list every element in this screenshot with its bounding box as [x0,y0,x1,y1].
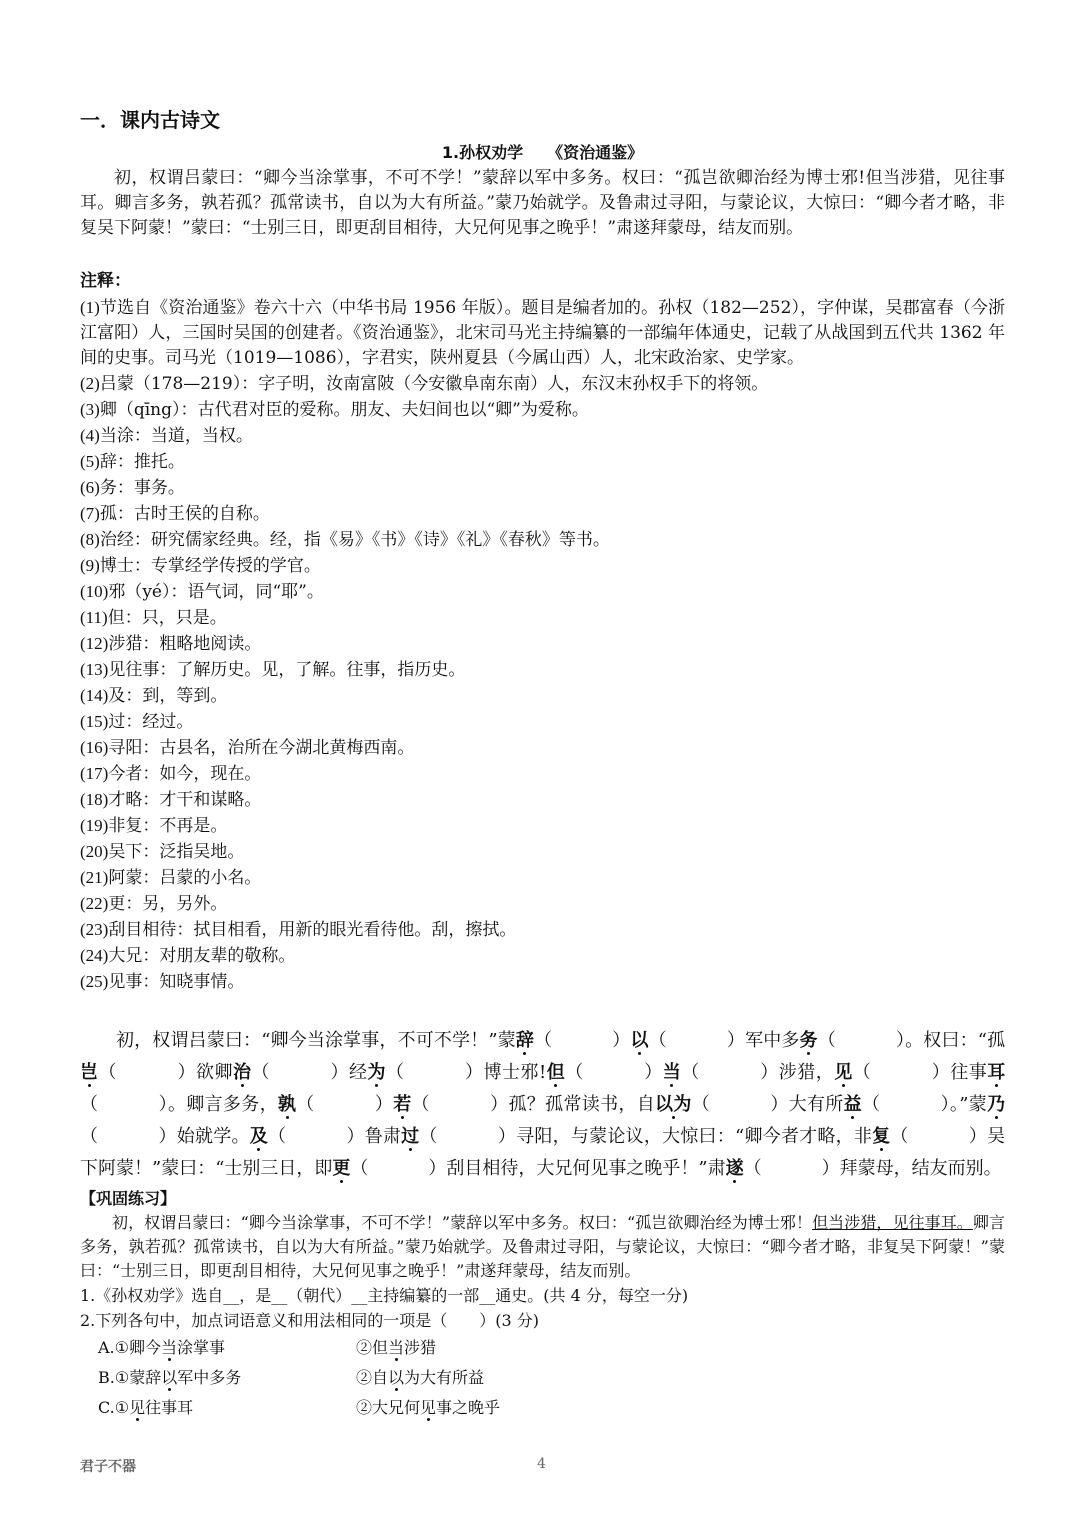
note-item: (12)涉猎：粗略地阅读。 [80,634,262,654]
dotted-word: 岂 [80,1062,99,1083]
section-title: 一．课内古诗文 [80,108,220,132]
dotted-word: 益 [843,1094,862,1115]
note-item: (6)务：事务。 [80,478,185,498]
note-item: (20)吴下：泛指吴地。 [80,842,245,862]
note-item: (16)寻阳：古县名，治所在今湖北黄梅西南。 [80,738,415,758]
dotted-word: 及 [249,1126,268,1147]
dotted-word: 更 [332,1158,351,1179]
practice-text: 初，权谓吕蒙曰：“卿今当涂掌事，不可不学！”蒙辞以军中多务。权曰：“孤岂欲卿治经为博士邪！但当涉猎，见往事耳。卿言多务，孰若孤？孤常读书，自以为大有所益。”蒙乃始就学。及鲁肃过寻阳，与蒙论议，大惊曰：“卿今者才略，非复吴下阿蒙！”蒙曰：“士别三日，即更刮目相待，大兄何见事之晚乎！”肃遂拜蒙母，结友而别。 [80,1213,1005,1280]
dotted-word: 复 [872,1126,891,1147]
dotted-word: 乃 [987,1094,1006,1115]
note-item: (11)但：只，只是。 [80,608,227,628]
note-item: (25)见事：知晓事情。 [80,972,245,992]
question-2: 2.下列各句中，加点词语意义和用法相同的一项是（ ）(3 分) [80,1311,540,1330]
dotted-word: 过 [401,1126,420,1147]
underlined-sentence: 但当涉猎，见往事耳。 [812,1213,973,1232]
note-item: (4)当涂：当道，当权。 [80,426,253,446]
note-item: (22)更：另，另外。 [80,894,228,914]
notes-heading: 注释： [80,271,131,291]
note-item: (17)今者：如今，现在。 [80,764,262,784]
question-2-options [80,1333,1005,1423]
dotted-word: 以为 [655,1094,692,1115]
note-item: (2)吕蒙（178—219）：字子明，汝南富陂（今安徽阜南东南）人，东汉末孙权手下的将领。 [80,374,769,394]
note-item: (13)见往事：了解历史。见，了解。往事，指历史。 [80,660,466,680]
note-item: (5)辞：推托。 [80,452,185,472]
note-item: (21)阿蒙：吕蒙的小名。 [80,868,262,888]
option-a[interactable]: A.①卿今当涂掌事 ②但当涉猎 [98,1338,437,1357]
question-1: 1.《孙权劝学》选自__，是__（朝代）__主持编纂的一部__通史。(共 4 分，每空一分) [80,1286,689,1305]
dotted-word: 孰 [277,1094,297,1115]
dotted-word: 若 [393,1094,412,1115]
dotted-word: 辞 [515,1030,534,1051]
dotted-word: 耳 [987,1062,1006,1083]
document-page [80,100,1005,1423]
footer-motto: 君子不器 [80,1459,136,1475]
lesson-source: 《资治通鉴》 [547,143,644,162]
fill-in-blanks-text: 初，权谓吕蒙曰：“卿今当涂掌事，不可不学！”蒙辞（ ）以（ ）军中多务（ ）。权曰：“孤岂（ ）欲卿治（ ）经为（ ）博士邪!但（ ）当（ ）涉猎，见（ ）往事耳（ ）。卿言多务，孰（ ）若（ ）孤？孤常读书，自以为（ ）大有所益（ ）。”蒙乃（ ）始就学。及（ ）鲁肃过（ ）寻阳，与蒙论议，大惊曰：“卿今者才略，非复（ ）吴下阿蒙！”蒙曰：“士别三日，即更（ ）刮目相待，大兄何见事之晚乎！”肃遂（ ）拜蒙母，结友而别。 [80,1030,1006,1179]
note-item: (3)卿（qīng）：古代君对臣的爱称。朋友、夫妇间也以“卿”为爱称。 [80,400,589,420]
note-item: (10)邪（yé）：语气词，同“耶”。 [80,582,324,602]
dotted-word: 见 [834,1062,853,1083]
lesson-title [80,140,1005,166]
option-b[interactable]: B.①蒙辞以军中多务 ②自以为大有所益 [98,1368,485,1387]
note-item: (19)非复：不再是。 [80,816,228,836]
option-c[interactable]: C.①见往事耳 ②大兄何见事之晚乎 [98,1398,501,1417]
note-item: (8)治经：研究儒家经典。经，指《易》《书》《诗》《礼》《春秋》等书。 [80,530,610,550]
classical-text: 初，权谓吕蒙曰：“卿今当涂掌事，不可不学！”蒙辞以军中多务。权曰：“孤岂欲卿治经为博士邪!但当涉猎，见往事耳。卿言多务，孰若孤？孤常读书，自以为大有所益。”蒙乃始就学。及鲁肃过寻阳，与蒙论议，大惊曰：“卿今者才略，非复吴下阿蒙！”蒙曰：“士别三日，即更刮目相待，大兄何见事之晚乎！”肃遂拜蒙母，结友而别。 [80,168,1005,238]
note-item: (15)过：经过。 [80,712,194,732]
note-item: (18)才略：才干和谋略。 [80,790,262,810]
note-item: (23)刮目相待：拭目相看，用新的眼光看待他。刮，擦拭。 [80,920,517,940]
note-item: (1)节选自《资治通鉴》卷六十六（中华书局 1956 年版）。题目是编者加的。孙权（182—252），字仲谋，吴郡富春（今浙江富阳）人，三国时吴国的创建者。《资治通鉴》，北宋司马光主持编纂的一部编年体通史，记载了从战国到五代共 1362 年间的史事。司马光（1019—1086），字君实，陕州夏县（今属山西）人，北宋政治家、史学家。 [80,298,1005,368]
dotted-word: 务 [799,1030,818,1051]
page-number: 4 [537,1456,546,1472]
note-item: (14)及：到，等到。 [80,686,228,706]
dotted-word: 治 [233,1062,252,1083]
dotted-word: 遂 [725,1158,744,1179]
practice-heading: 【巩固练习】 [80,1189,177,1208]
dotted-word: 当 [662,1062,682,1083]
dotted-word: 以 [630,1030,649,1051]
dotted-word: 但 [546,1062,566,1083]
lesson-name: 1.孙权劝学 [441,143,524,162]
note-item: (9)博士：专掌经学传授的学官。 [80,556,321,576]
note-item: (7)孤：古时王侯的自称。 [80,504,270,524]
notes-list [80,295,1005,995]
dotted-word: 为 [367,1062,386,1083]
note-item: (24)大兄：对朋友辈的敬称。 [80,946,296,966]
